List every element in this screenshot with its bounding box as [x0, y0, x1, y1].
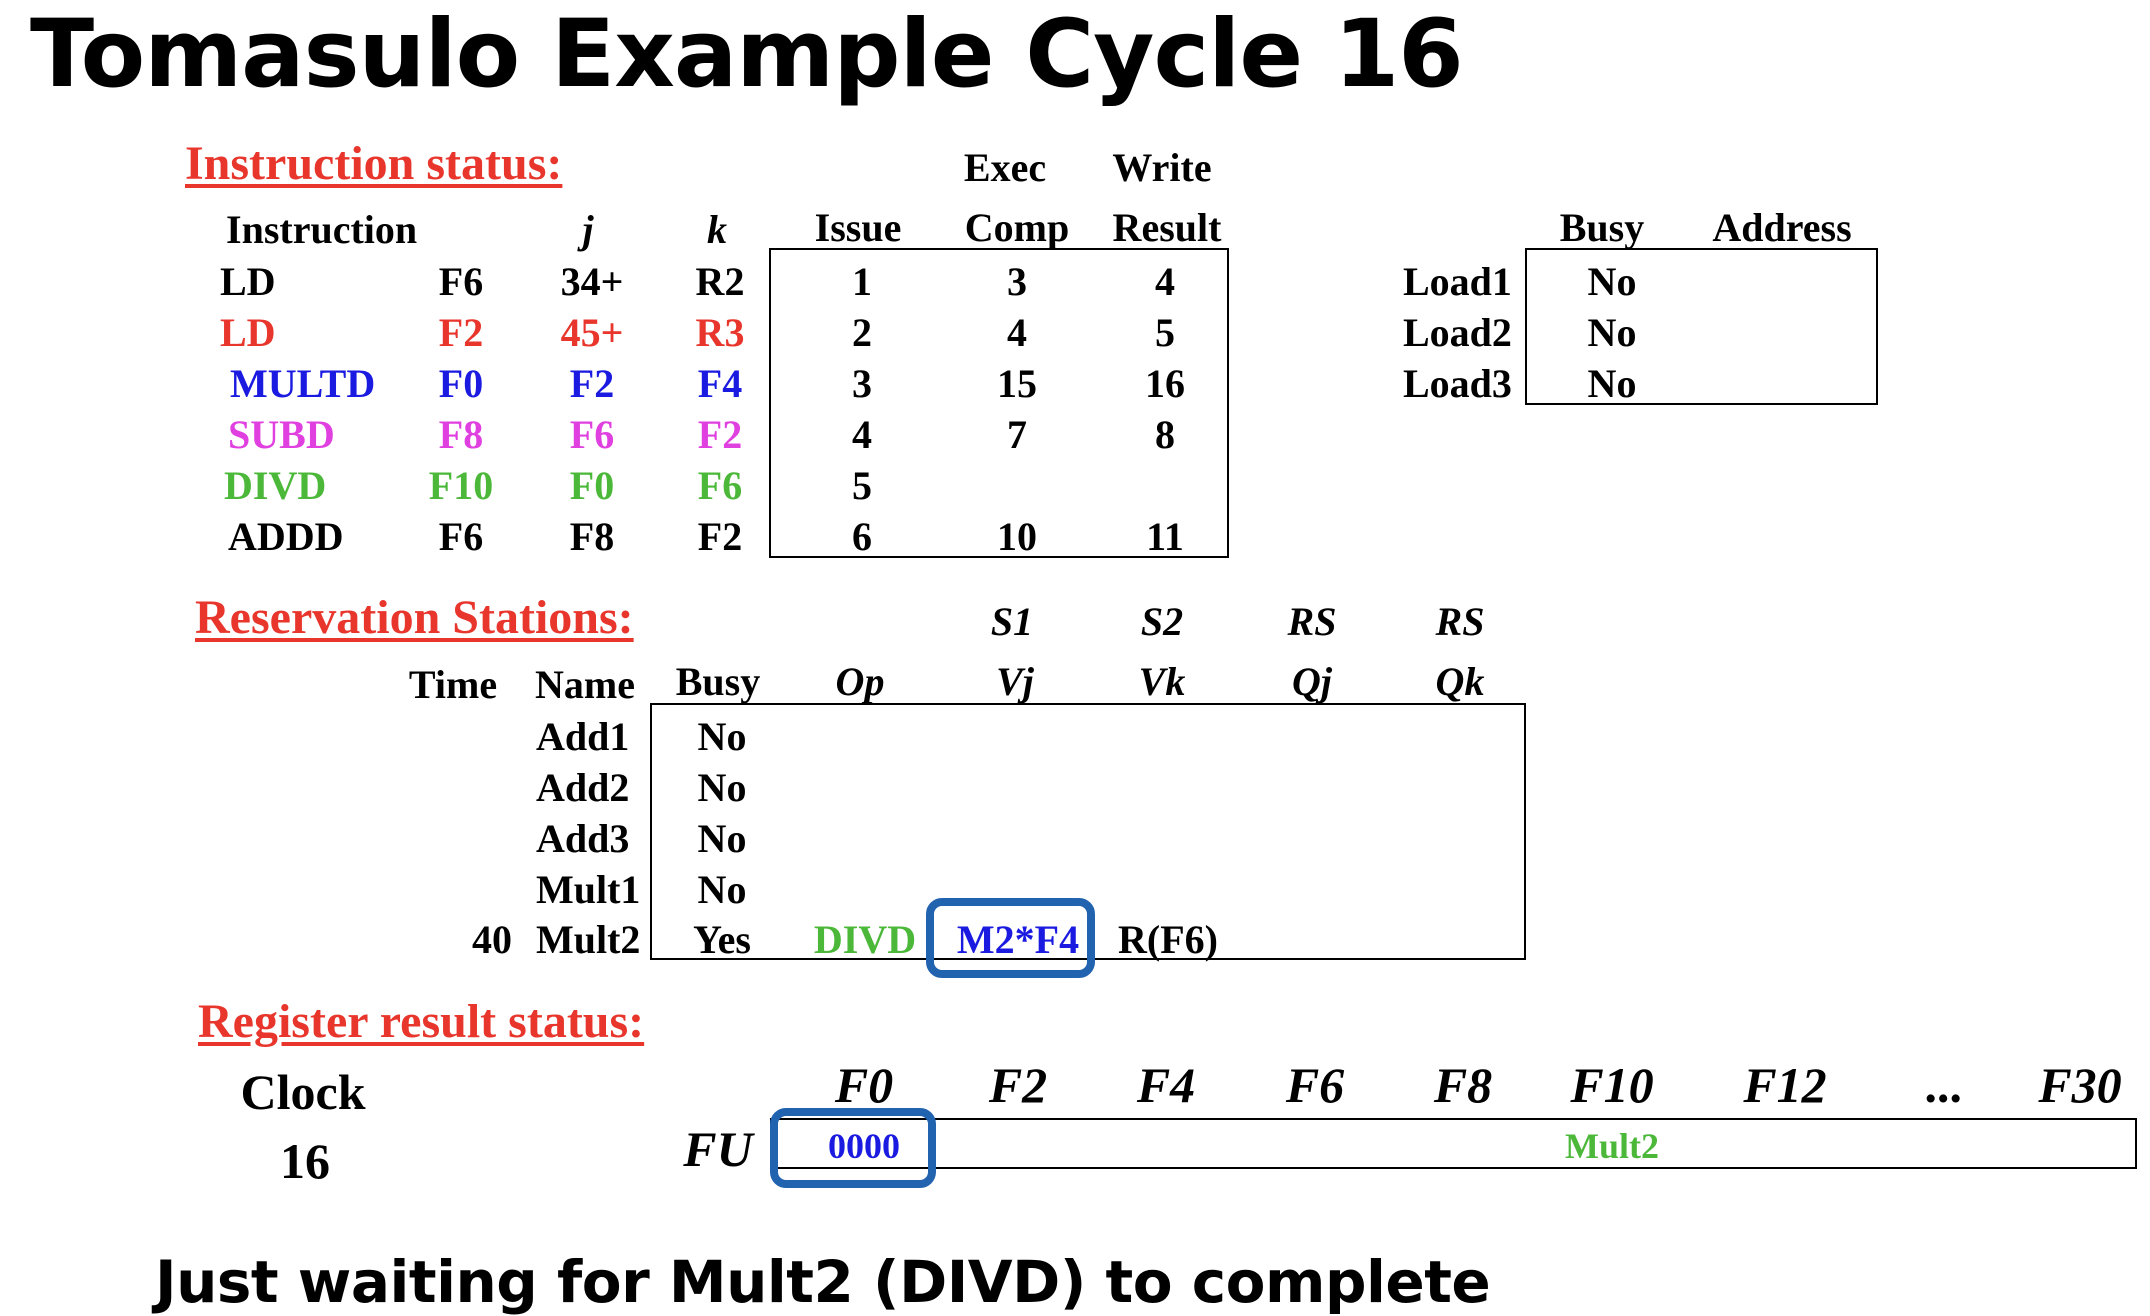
rs-vk: R(F6) [1118, 917, 1218, 962]
rs-header-busy: Busy [675, 659, 761, 704]
instr-k: R2 [695, 259, 745, 304]
instr-k: F4 [697, 361, 743, 406]
instr-issue: 6 [852, 514, 872, 559]
load-name: Load1 [1403, 259, 1512, 304]
instr-op: DIVD [224, 463, 327, 508]
load-header-busy: Busy [1559, 205, 1645, 250]
instr-j: F6 [569, 412, 615, 457]
register-fu-f0: 0000 [828, 1126, 900, 1166]
instr-op: SUBD [228, 412, 335, 457]
rs-header-s2: S2 [1140, 599, 1184, 644]
rs-time: 40 [472, 917, 512, 962]
f0-highlight-box [770, 1108, 936, 1188]
instr-k: F2 [697, 412, 743, 457]
instr-op: LD [220, 310, 276, 355]
load-busy: No [1587, 310, 1637, 355]
rs-header-qj: Qj [1292, 659, 1332, 704]
load-busy: No [1587, 361, 1637, 406]
instr-j: 34+ [560, 259, 624, 304]
instr-exec-comp: 4 [1007, 310, 1027, 355]
instr-exec-comp: 7 [1007, 412, 1027, 457]
register-header-f2: F2 [988, 1057, 1048, 1113]
rs-name: Mult2 [536, 917, 641, 962]
rs-name: Mult1 [536, 867, 641, 912]
header-exec-top: Exec [963, 145, 1047, 190]
rs-header-rs2: RS [1435, 599, 1485, 644]
rs-op: DIVD [813, 917, 917, 962]
vj-highlight-box [926, 898, 1095, 978]
rs-header-op: Op [835, 659, 885, 704]
instr-write-result: 5 [1155, 310, 1175, 355]
rs-header-name: Name [535, 662, 635, 707]
header-k: k [707, 207, 727, 252]
instr-write-result: 4 [1155, 259, 1175, 304]
header-issue: Issue [814, 205, 902, 250]
instr-exec-comp: 10 [997, 514, 1037, 559]
header-j: j [582, 207, 594, 252]
register-header-f30: F30 [2038, 1057, 2122, 1113]
load-name: Load3 [1403, 361, 1512, 406]
load-header-address: Address [1712, 205, 1852, 250]
rs-busy: No [697, 867, 747, 912]
rs-name: Add1 [536, 714, 630, 759]
instr-dest: F6 [438, 259, 484, 304]
register-header-f0: F0 [834, 1057, 894, 1113]
instr-dest: F0 [438, 361, 484, 406]
instr-j: F8 [569, 514, 615, 559]
register-header-f10: F10 [1570, 1057, 1654, 1113]
instr-op: LD [220, 259, 276, 304]
instr-k: F6 [697, 463, 743, 508]
instr-exec-comp: 3 [1007, 259, 1027, 304]
instr-k: R3 [695, 310, 745, 355]
instr-j: 45+ [560, 310, 624, 355]
rs-header-qk: Qk [1435, 659, 1485, 704]
rs-name: Add2 [536, 765, 630, 810]
rs-busy: No [697, 714, 747, 759]
rs-vj: M2*F4 [956, 917, 1080, 962]
rs-header-vk: Vk [1138, 659, 1186, 704]
instr-dest: F8 [438, 412, 484, 457]
instr-issue: 2 [852, 310, 872, 355]
instr-dest: F10 [428, 463, 494, 508]
register-fu-f10: Mult2 [1565, 1126, 1659, 1166]
register-header-f6: F6 [1285, 1057, 1345, 1113]
register-header-f8: F8 [1433, 1057, 1493, 1113]
header-exec-bottom: Comp [964, 205, 1070, 250]
instr-dest: F2 [438, 310, 484, 355]
instr-dest: F6 [438, 514, 484, 559]
instr-write-result: 11 [1146, 514, 1184, 559]
instr-issue: 1 [852, 259, 872, 304]
rs-header-vj: Vj [996, 659, 1034, 704]
load-busy: No [1587, 259, 1637, 304]
instr-issue: 5 [852, 463, 872, 508]
rs-header-time: Time [408, 662, 498, 707]
footer-note: Just waiting for Mult2 (DIVD) to complete [155, 1248, 1491, 1316]
instr-write-result: 16 [1145, 361, 1185, 406]
header-write-bottom: Result [1112, 205, 1222, 250]
register-fu-box [770, 1118, 2137, 1169]
rs-busy: No [697, 816, 747, 861]
instr-issue: 4 [852, 412, 872, 457]
instr-exec-comp: 15 [997, 361, 1037, 406]
reservation-stations-heading: Reservation Stations: [195, 591, 634, 644]
instr-op: ADDD [228, 514, 344, 559]
instruction-status-heading: Instruction status: [185, 137, 563, 190]
page-title: Tomasulo Example Cycle 16 [30, 0, 1463, 109]
rs-busy: Yes [693, 917, 751, 962]
instr-j: F2 [569, 361, 615, 406]
rs-name: Add3 [536, 816, 630, 861]
clock-label: Clock [240, 1064, 366, 1120]
header-write-top: Write [1112, 145, 1212, 190]
load-buffers-box [1525, 248, 1878, 405]
rs-busy: No [697, 765, 747, 810]
instr-op: MULTD [230, 361, 376, 406]
clock-value: 16 [280, 1133, 330, 1189]
load-name: Load2 [1403, 310, 1512, 355]
instr-k: F2 [697, 514, 743, 559]
rs-header-rs1: RS [1287, 599, 1337, 644]
instr-issue: 3 [852, 361, 872, 406]
fu-label: FU [683, 1121, 753, 1177]
instr-write-result: 8 [1155, 412, 1175, 457]
register-header-ellipsisellipsisellipsis: ... [1926, 1057, 1964, 1113]
register-result-heading: Register result status: [198, 995, 645, 1048]
register-header-f4: F4 [1136, 1057, 1196, 1113]
rs-header-s1: S1 [990, 599, 1034, 644]
instr-j: F0 [569, 463, 615, 508]
header-instruction: Instruction [226, 207, 418, 252]
register-header-f12: F12 [1743, 1057, 1827, 1113]
